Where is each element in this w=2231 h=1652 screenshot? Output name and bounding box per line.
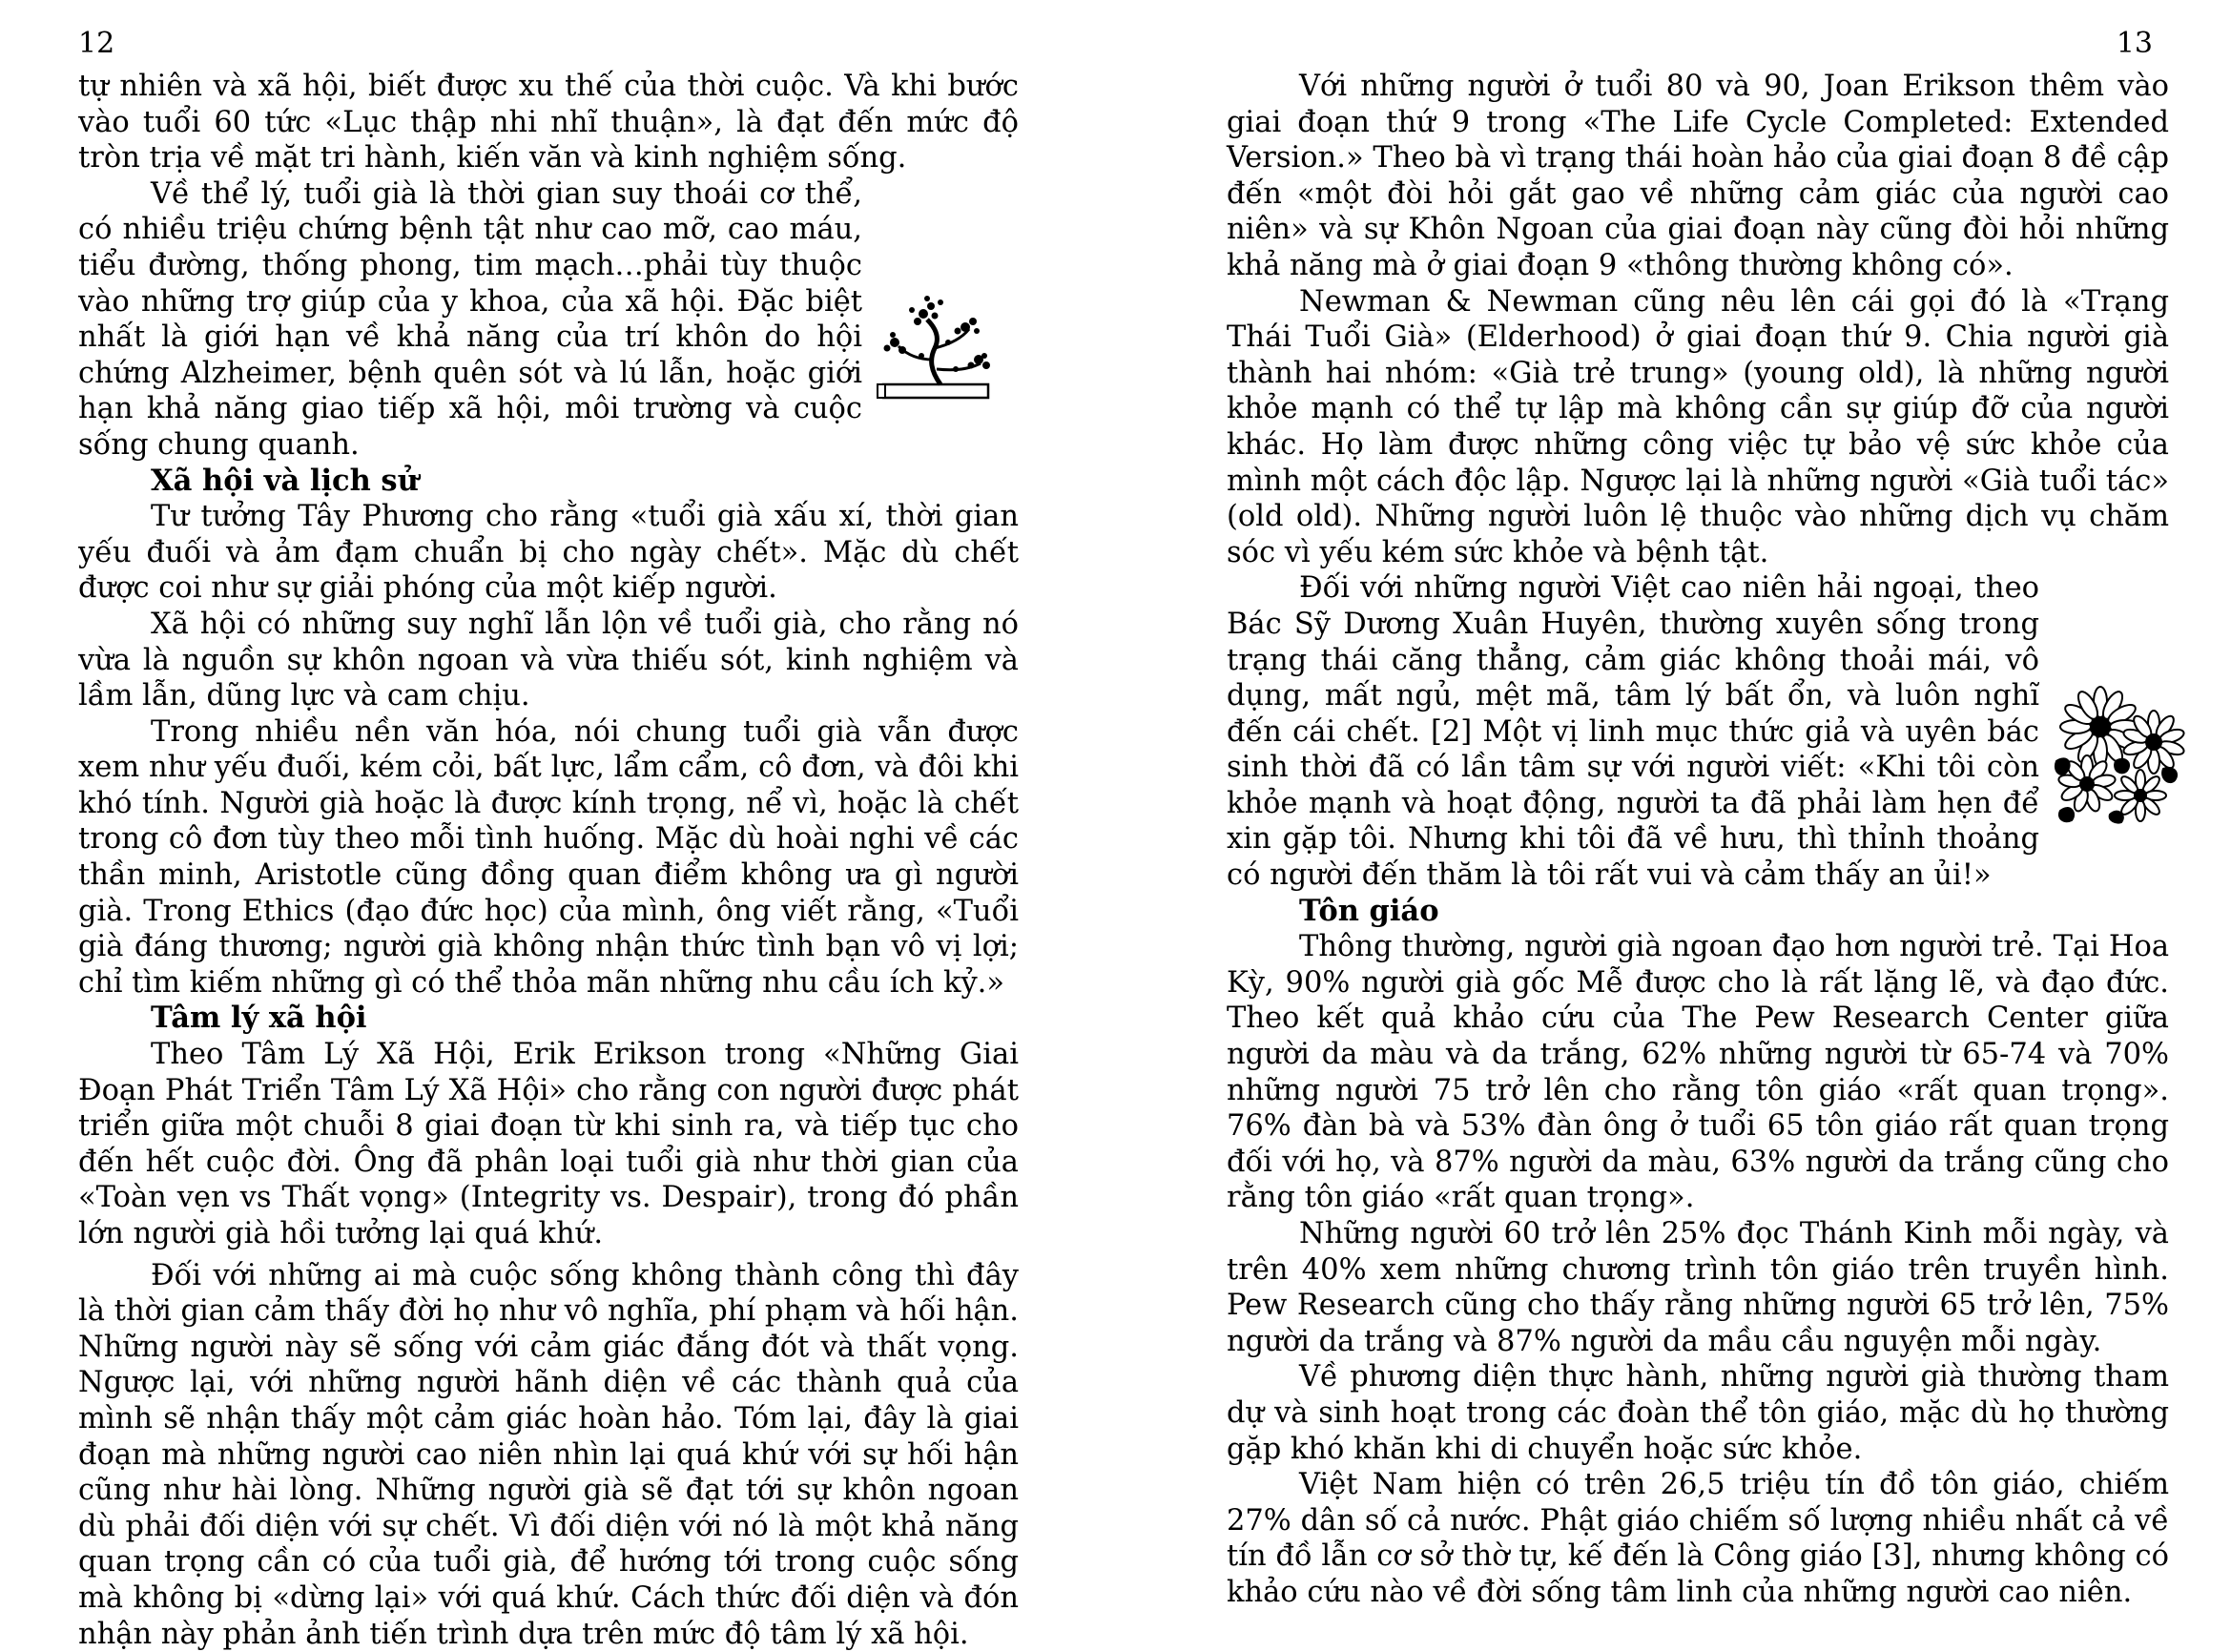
paragraph-intro: tự nhiên và xã hội, biết được xu thế của thời cuộc. Và khi bước vào tuổi 60 tức «Lục thập nhi nhĩ thuận», là đạt đến mức độ tròn trịa về mặt tri hành, kiến văn và kinh nghiệm sống. [78,70,1019,176]
left-page [0,0,1116,1651]
paragraph-religion: Thông thường, người già ngoan đạo hơn người trẻ. Tại Hoa Kỳ, 90% người già gốc Mễ được cho là rất lặng lẽ, và đạo đức. Theo kết quả khảo cứu của The Pew Research Center giữa người da màu và da trắng, 62% những người từ 65-74 và 70% những người 75 trở lên cho rằng tôn giáo «rất quan trọng». 76% đàn bà và 53% đàn ông ở tuổi 65 tôn giáo rất quan trọng đối với họ, và 87% người da màu, 63% người da trắng cũng cho rằng tôn giáo «rất quan trọng». [1227,930,2169,1215]
daisy-flowers-icon [2049,685,2188,824]
paragraph-west: Tư tưởng Tây Phương cho rằng «tuổi già xấu xí, thời gian yếu đuối và ảm đạm chuẩn bị cho ngày chết». Mặc dù chết được coi như sự giải phóng của một kiếp người. [78,500,1019,606]
paragraph-joan-erikson: Với những người ở tuổi 80 và 90, Joan Erikson thêm vào giai đoạn thứ 9 trong «The Life Cycle Completed: Extended Version.» Theo bà vì trạng thái hoàn hảo của giai đoạn 8 đề cập đến «một đòi hỏi gắt gao về những cảm giác của người cao niên» và sự Khôn Ngoan của giai đoạn này cũng đòi hỏi những khả năng mà ở giai đoạn 9 «thông thường không có». [1227,70,2169,282]
paragraph-erikson: Theo Tâm Lý Xã Hội, Erik Erikson trong «Những Giai Đoạn Phát Triển Tâm Lý Xã Hội» cho rằng con người được phát triển giữa một chuỗi 8 giai đoạn từ khi sinh ra, và tiếp tục cho đến hết cuộc đời. Ông đã phân loại tuổi già như thời gian của «Toàn vẹn vs Thất vọng» (Integrity vs. Despair), trong đó phần lớn người già hồi tưởng lại quá khứ. [78,1038,1019,1250]
paragraph-practice: Về phương diện thực hành, những người già thường tham dự và sinh hoạt trong các đoàn thể tôn giáo, mặc dù họ thường gặp khó khăn khi di chuyển hoặc sức khỏe. [1227,1360,2169,1466]
right-page [1116,0,2231,1609]
bonsai-tree-icon [874,289,1017,407]
paragraph-failure: Đối với những ai mà cuộc sống không thành công thì đây là thời gian cảm thấy đời họ như vô nghĩa, phí phạm và hối hận. Những người này sẽ sống với cảm giác đắng đót và thất vọng. Ngược lại, với những người hãnh diện về các thành quả của mình sẽ nhận thấy một cảm giác hoàn hảo. Tóm lại, đây là giai đoạn mà những người cao niên nhìn lại quá khứ với sự hối hận cũng như hài lòng. Những người già sẽ đạt tới sự khôn ngoan dù phải đối diện với sự chết. Vì đối diện với nó là một khả năng quan trọng cần có của tuổi già, để hướng tới trong cuộc sống mà không bị «dừng lại» với quá khứ. Cách thức đối diện và đón nhận này phản ảnh tiến trình dựa trên mức độ tâm lý xã hội. [78,1258,1019,1651]
right-text-column [1227,69,2169,1611]
heading-religion: Tôn giáo [1299,893,1439,928]
paragraph-cultures: Trong nhiều nền văn hóa, nói chung tuổi già vẫn được xem như yếu đuối, kém cỏi, bất lực, lẩm cẩm, cô đơn, và đôi khi khó tính. Người già hoặc là được kính trọng, nể vì, hoặc là chết trong cô đơn tùy theo mỗi tình huống. Mặc dù hoài nghi về các thần minh, Aristotle cũng đồng quan điểm không ưa gì người già. Trong Ethics (đạo đức học) của mình, ông viết rằng, «Tuổi già đáng thương; người già không nhận thức tình bạn vô vị lợi; chỉ tìm kiếm những gì có thể thỏa mãn những nhu cầu ích kỷ.» [78,714,1019,1000]
left-text-column [78,69,1019,1652]
paragraph-physical: Về thể lý, tuổi già là thời gian suy thoái cơ thể, có nhiều triệu chứng bệnh tật như cao mỡ, cao máu, tiểu đường, thống phong, tim mạch…phải tùy thuộc vào những trợ giúp của y khoa, của xã hội. Đặc biệt nhất là giới hạn về khả năng của trí khôn do hội chứng Alzheimer, bệnh quên sót và lú lẫn, hoặc giới hạn khả năng giao tiếp xã hội, môi trường và cuộc sống chung quanh. [78,176,862,462]
paragraph-newman: Newman & Newman cũng nêu lên cái gọi đó là «Trạng Thái Tuổi Già» (Elderhood) ở giai đoạn thứ 9. Chia người già thành hai nhóm: «Già trẻ trung» (young old), là những người khỏe mạnh có thể tự lập mà không cần sự giúp đỡ của người khác. Họ làm được những công việc tự bảo vệ sức khỏe của mình một cách độc lập. Ngược lại là những người «Già tuổi tác» (old old). Những người luôn lệ thuộc vào những dịch vụ chăm sóc vì yếu kém sức khỏe và bệnh tật. [1227,284,2169,569]
paragraph-bible: Những người 60 trở lên 25% đọc Thánh Kinh mỗi ngày, và trên 40% xem những chương trình tôn giáo trên truyền hình. Pew Research cũng cho thấy rằng những người 65 trở lên, 75% người da trắng và 87% người da mầu cầu nguyện mỗi ngày. [1227,1217,2169,1358]
page-number: 12 [78,27,115,60]
paragraph-vietnam: Việt Nam hiện có trên 26,5 triệu tín đồ tôn giáo, chiếm 27% dân số cả nước. Phật giáo chiếm số lượng nhiều nhất cả về tín đồ lẫn cơ sở thờ tự, kế đến là Công giáo [3], nhưng không có khảo cứu nào về đời sống tâm linh của những người cao niên. [1227,1468,2169,1609]
paragraph-mixed: Xã hội có những suy nghĩ lẫn lộn về tuổi già, cho rằng nó vừa là nguồn sự khôn ngoan và vừa thiếu sót, kinh nghiệm và lầm lẫn, dũng lực và cam chịu. [78,607,1019,713]
paragraph-vietnamese-overseas: Đối với những người Việt cao niên hải ngoại, theo Bác Sỹ Dương Xuân Huyên, thường xuyên sống trong trạng thái căng thẳng, cảm giác không thoải mái, vô dụng, mất ngủ, mệt mã, tâm lý bất ổn, và luôn nghĩ đến cái chết. [2] Một vị linh mục thức giả và uyên bác sinh thời đã có lần tâm sự với người viết: «Khi tôi còn khỏe mạnh và hoạt động, người ta đã phải làm hẹn để xin gặp tôi. Nhưng khi tôi đã về hưu, thì thỉnh thoảng có người đến thăm là tôi rất vui và cảm thấy an ủi!» [1227,571,2039,893]
heading-society-history: Xã hội và lịch sử [151,463,419,498]
heading-social-psychology: Tâm lý xã hội [151,1001,367,1036]
page-number: 13 [2116,27,2153,60]
